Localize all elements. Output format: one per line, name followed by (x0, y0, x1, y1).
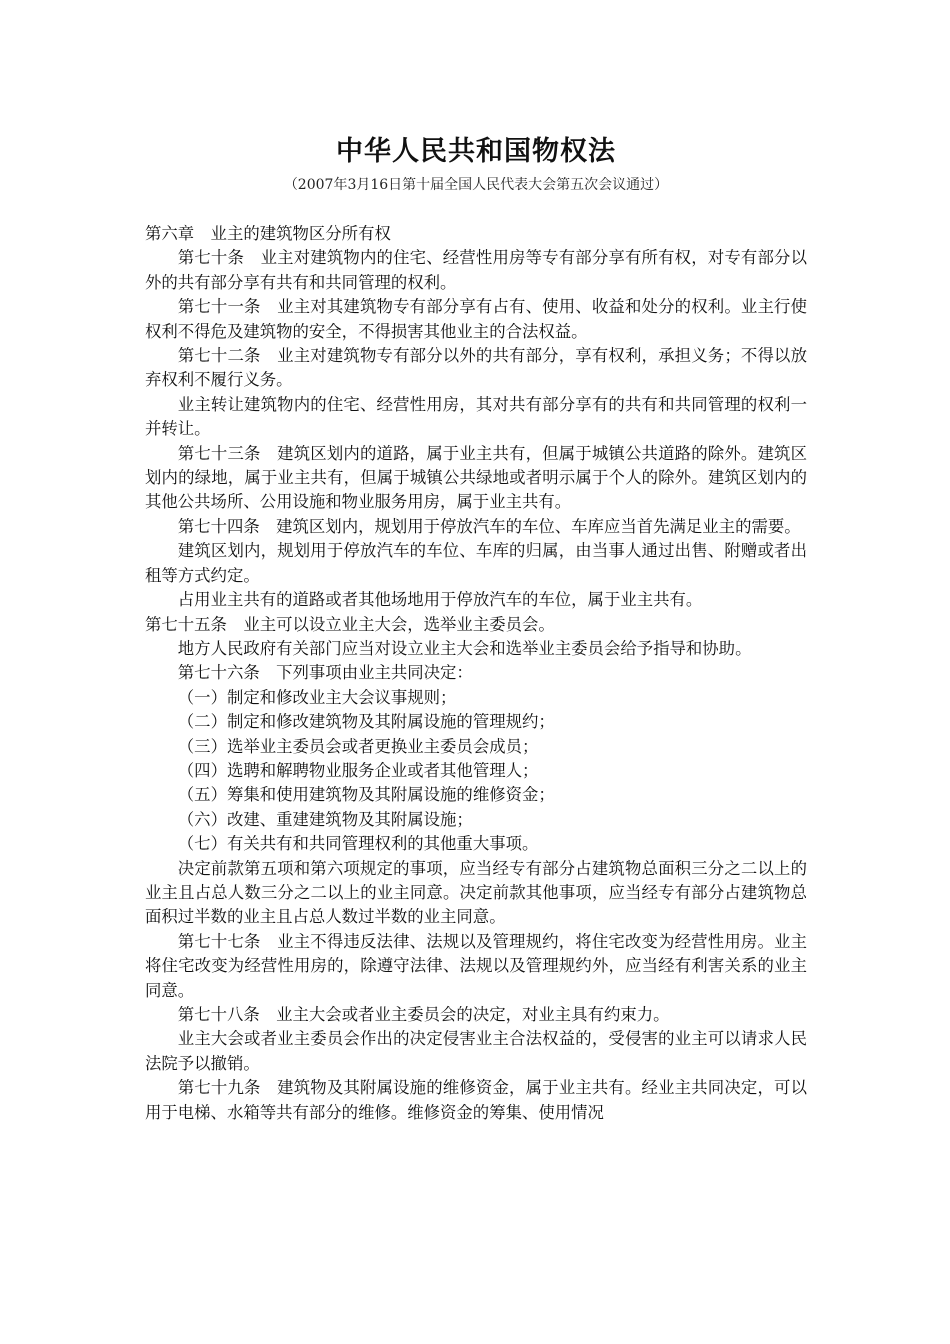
article-78-para-2: 业主大会或者业主委员会作出的决定侵害业主合法权益的，受侵害的业主可以请求人民法院予以撤销。 (145, 1029, 807, 1073)
article-76-item-7: （七）有关共有和共同管理权利的其他重大事项。 (177, 834, 539, 854)
article-78: 第七十八条 业主大会或者业主委员会的决定，对业主具有约束力。 (177, 1005, 670, 1024)
article-76-item-2: （二）制定和修改建筑物及其附属设施的管理规约； (177, 712, 555, 732)
article-72-para-2: 业主转让建筑物内的住宅、经营性用房，其对共有部分享有的共有和共同管理的权利一并转让。 (145, 394, 807, 439)
document-page (145, 130, 807, 1125)
article-76-item-6: （六）改建、重建建筑物及其附属设施； (177, 809, 473, 829)
article-76-para-2: 决定前款第五项和第六项规定的事项，应当经专有部分占建筑物总面积三分之二以上的业主且占总人数三分之二以上的业主同意。决定前款其他事项，应当经专有部分占建筑物总面积过半数的业主且占总人数过半数的业主同意。 (145, 858, 807, 927)
article-76-item-5: （五）筹集和使用建筑物及其附属设施的维修资金； (177, 785, 555, 805)
article-73: 第七十三条 建筑区划内的道路，属于业主共有，但属于城镇公共道路的除外。建筑区划内的绿地，属于业主共有，但属于城镇公共绿地或者明示属于个人的除外。建筑区划内的其他公共场所、公用设施和物业服务用房，属于业主共有。 (145, 443, 807, 512)
article-74-para-3: 占用业主共有的道路或者其他场地用于停放汽车的车位，属于业主共有。 (177, 590, 703, 610)
article-74-para-2: 建筑区划内，规划用于停放汽车的车位、车库的归属，由当事人通过出售、附赠或者出租等方式约定。 (145, 541, 807, 585)
article-75-para-2: 地方人民政府有关部门应当对设立业主大会和选举业主委员会给予指导和协助。 (177, 638, 752, 658)
article-71: 第七十一条 业主对其建筑物专有部分享有占有、使用、收益和处分的权利。业主行使权利不得危及建筑物的安全，不得损害其他业主的合法权益。 (145, 297, 807, 341)
article-77: 第七十七条 业主不得违反法律、法规以及管理规约，将住宅改变为经营性用房。业主将住宅改变为经营性用房的，除遵守法律、法规以及管理规约外，应当经有利害关系的业主同意。 (145, 931, 807, 1000)
article-76-item-1: （一）制定和修改业主大会议事规则； (177, 687, 457, 707)
article-79: 第七十九条 建筑物及其附属设施的维修资金，属于业主共有。经业主共同决定，可以用于电梯、水箱等共有部分的维修。维修资金的筹集、使用情况 (145, 1078, 807, 1122)
article-74: 第七十四条 建筑区划内，规划用于停放汽车的车位、车库应当首先满足业主的需要。 (177, 516, 801, 536)
chapter-heading: 第六章 业主的建筑物区分所有权 (145, 224, 391, 243)
article-70: 第七十条 业主对建筑物内的住宅、经营性用房等专有部分享有所有权，对专有部分以外的共有部分享有共有和共同管理的权利。 (145, 248, 807, 292)
article-75: 第七十五条 业主可以设立业主大会，选举业主委员会。 (145, 614, 555, 634)
document-body (145, 222, 807, 1125)
article-76: 第七十六条 下列事项由业主共同决定： (177, 663, 473, 683)
document-subtitle: （2007年3月16日第十届全国人民代表大会第五次会议通过） (283, 177, 669, 193)
article-76-item-3: （三）选举业主委员会或者更换业主委员会成员； (177, 736, 539, 756)
article-72: 第七十二条 业主对建筑物专有部分以外的共有部分，享有权利，承担义务；不得以放弃权利不履行义务。 (145, 346, 807, 390)
article-76-item-4: （四）选聘和解聘物业服务企业或者其他管理人； (177, 760, 539, 780)
document-title: 中华人民共和国物权法 (336, 136, 616, 167)
